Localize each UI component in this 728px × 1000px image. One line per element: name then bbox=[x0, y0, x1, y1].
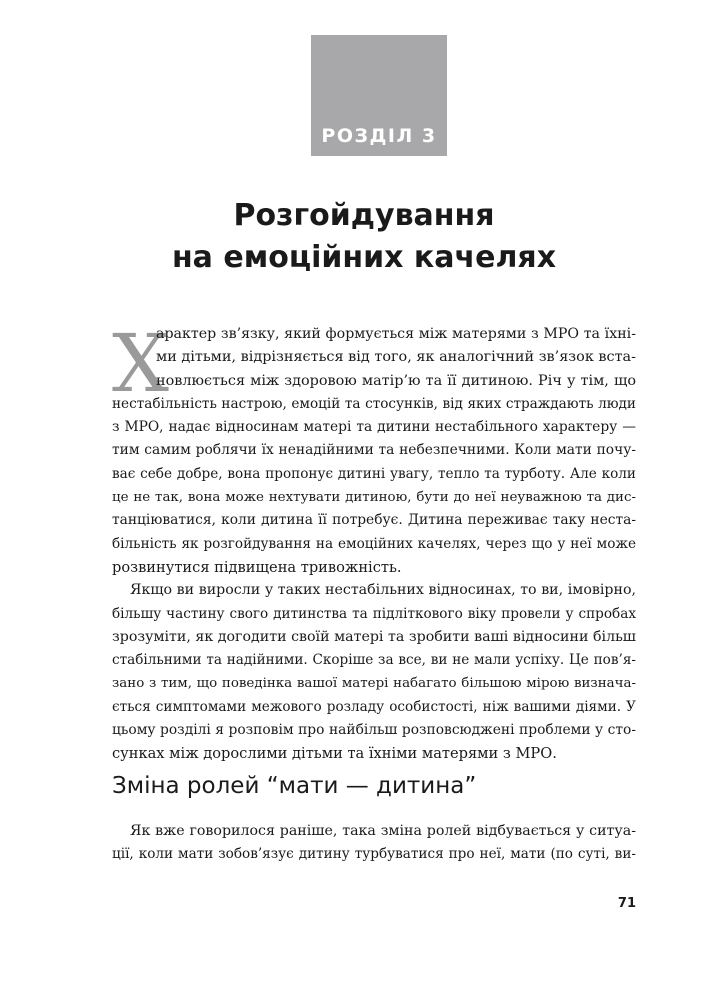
text-line: зрозуміти, як догодити своїй матері та зробити ваші відносини більш bbox=[112, 628, 636, 645]
text-line: нестабільність настрою, емоцій та стосунків, від яких страждають люди bbox=[112, 395, 636, 412]
text-line: Як вже говорилося раніше, така зміна ролей відбувається у ситуа- bbox=[130, 823, 636, 839]
drop-cap: Х bbox=[112, 317, 169, 410]
text-line: тим самим роблячи їх ненадійними та небезпечними. Коли мати почу- bbox=[112, 442, 636, 459]
text-line: танціюватися, коли дитина її потребує. Дитина переживає таку неста- bbox=[112, 512, 636, 529]
chapter-title-line-1: Розгойдування bbox=[233, 198, 495, 233]
text-line: стабільними та надійними. Скоріше за все, ви не мали успіху. Це пов’я- bbox=[112, 652, 636, 669]
text-line: зано з тим, що поведінка вашої матері набагато більшою мірою визнача- bbox=[112, 676, 636, 692]
text-line: новлюється між здоровою матір’ю та її дитиною. Річ у тім, що bbox=[156, 372, 636, 389]
page-number: 71 bbox=[617, 896, 636, 911]
chapter-title bbox=[0, 195, 728, 279]
text-line: цьому розділі я розповім про найбільш розповсюджені проблеми у сто- bbox=[112, 722, 636, 739]
text-line: з МРО, надає відносинам матері та дитини нестабільного характеру — bbox=[112, 419, 636, 436]
text-line: Якщо ви виросли у таких нестабільних відносинах, то ви, імовірно, bbox=[130, 582, 636, 599]
paragraph-1 bbox=[112, 317, 636, 766]
text-line: ції, коли мати зобов’язує дитину турбуватися про неї, мати (по суті, ви- bbox=[112, 846, 636, 863]
text-line: більність як розгойдування на емоційних качелях, через що у неї може bbox=[112, 535, 636, 552]
text-line: ється симптомами межового розладу особистості, ніж вашими діями. У bbox=[112, 698, 636, 715]
text-line: ми дітьми, відрізняється від того, як аналогічний зв’язок вста- bbox=[156, 349, 636, 366]
chapter-label-box bbox=[311, 35, 447, 156]
section-heading: Зміна ролей “мати — дитина” bbox=[112, 773, 477, 799]
text-line: більшу частину свого дитинства та підліткового віку провели у спробах bbox=[112, 605, 636, 622]
chapter-label: РОЗДІЛ 3 bbox=[321, 125, 437, 147]
text-line: арактер зв’язку, який формується між матерями з МРО та їхні- bbox=[156, 326, 636, 342]
text-line: сунках між дорослими дітьми та їхніми матерями з МРО. bbox=[112, 745, 557, 763]
text-line: це не так, вона може нехтувати дитиною, бути до неї неуважною та дис- bbox=[112, 490, 636, 506]
text-line: ває себе добре, вона пропонує дитині увагу, тепло та турботу. Але коли bbox=[112, 465, 636, 482]
chapter-title-line-2: на емоційних качелях bbox=[171, 240, 557, 275]
text-line: розвинутися підвищена тривожність. bbox=[112, 558, 402, 576]
section-paragraph bbox=[112, 820, 636, 867]
